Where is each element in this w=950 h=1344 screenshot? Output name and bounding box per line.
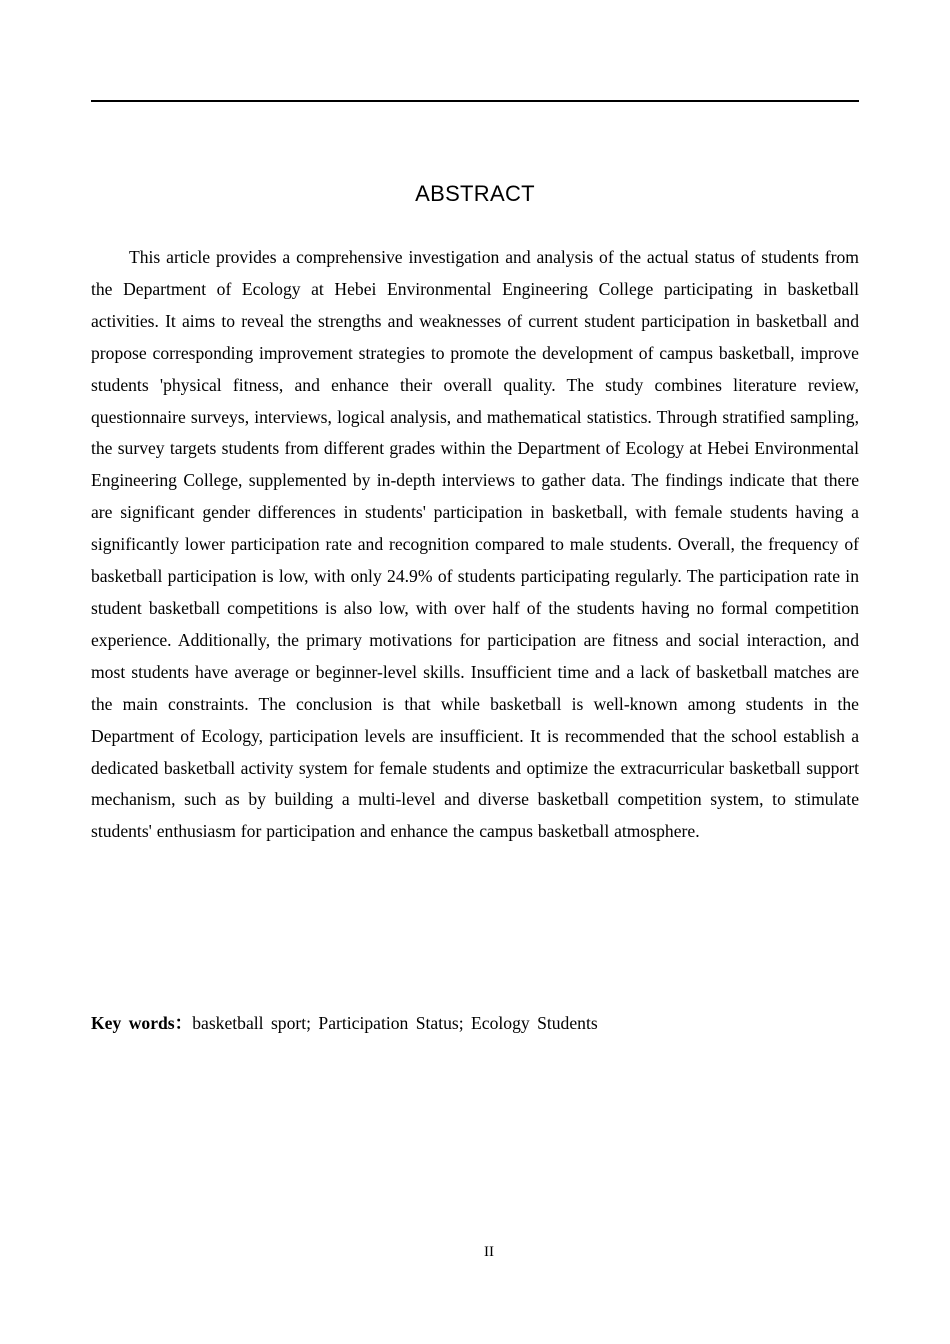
header-rule bbox=[91, 100, 859, 102]
abstract-paragraph: This article provides a comprehensive investigation and analysis of the actual status of students from the Department of Ecology at Hebei Environmental Engineering College participating in basketball activities. It aims to reveal the strengths and weaknesses of current student participation in basketball and propose corresponding improvement strategies to promote the development of campus basketball, improve students 'physical fitness, and enhance their overall quality. The study combines literature review, questionnaire surveys, interviews, logical analysis, and mathematical statistics. Through stratified sampling, the survey targets students from different grades within the Department of Ecology at Hebei Environmental Engineering College, supplemented by in-depth interviews to gather data. The findings indicate that there are significant gender differences in students' participation in basketball, with female students having a significantly lower participation rate and recognition compared to male students. Overall, the frequency of basketball participation is low, with only 24.9% of students participating regularly. The participation rate in student basketball competitions is also low, with over half of the students having no formal competition experience. Additionally, the primary motivations for participation are fitness and social interaction, and most students have average or beginner-level skills. Insufficient time and a lack of basketball matches are the main constraints. The conclusion is that while basketball is well-known among students in the Department of Ecology, participation levels are insufficient. It is recommended that the school establish a dedicated basketball activity system for female students and optimize the extracurricular basketball support mechanism, such as by building a multi-level and diverse basketball competition system, to stimulate students' enthusiasm for participation and enhance the campus basketball atmosphere. bbox=[91, 247, 859, 842]
page-title: ABSTRACT bbox=[415, 181, 535, 206]
keywords-line bbox=[91, 1008, 859, 1040]
page-number: II bbox=[484, 1244, 494, 1260]
keywords-text: basketball sport; Participation Status; Ecology Students bbox=[192, 1013, 598, 1033]
keywords-label: Key words： bbox=[91, 1013, 193, 1033]
